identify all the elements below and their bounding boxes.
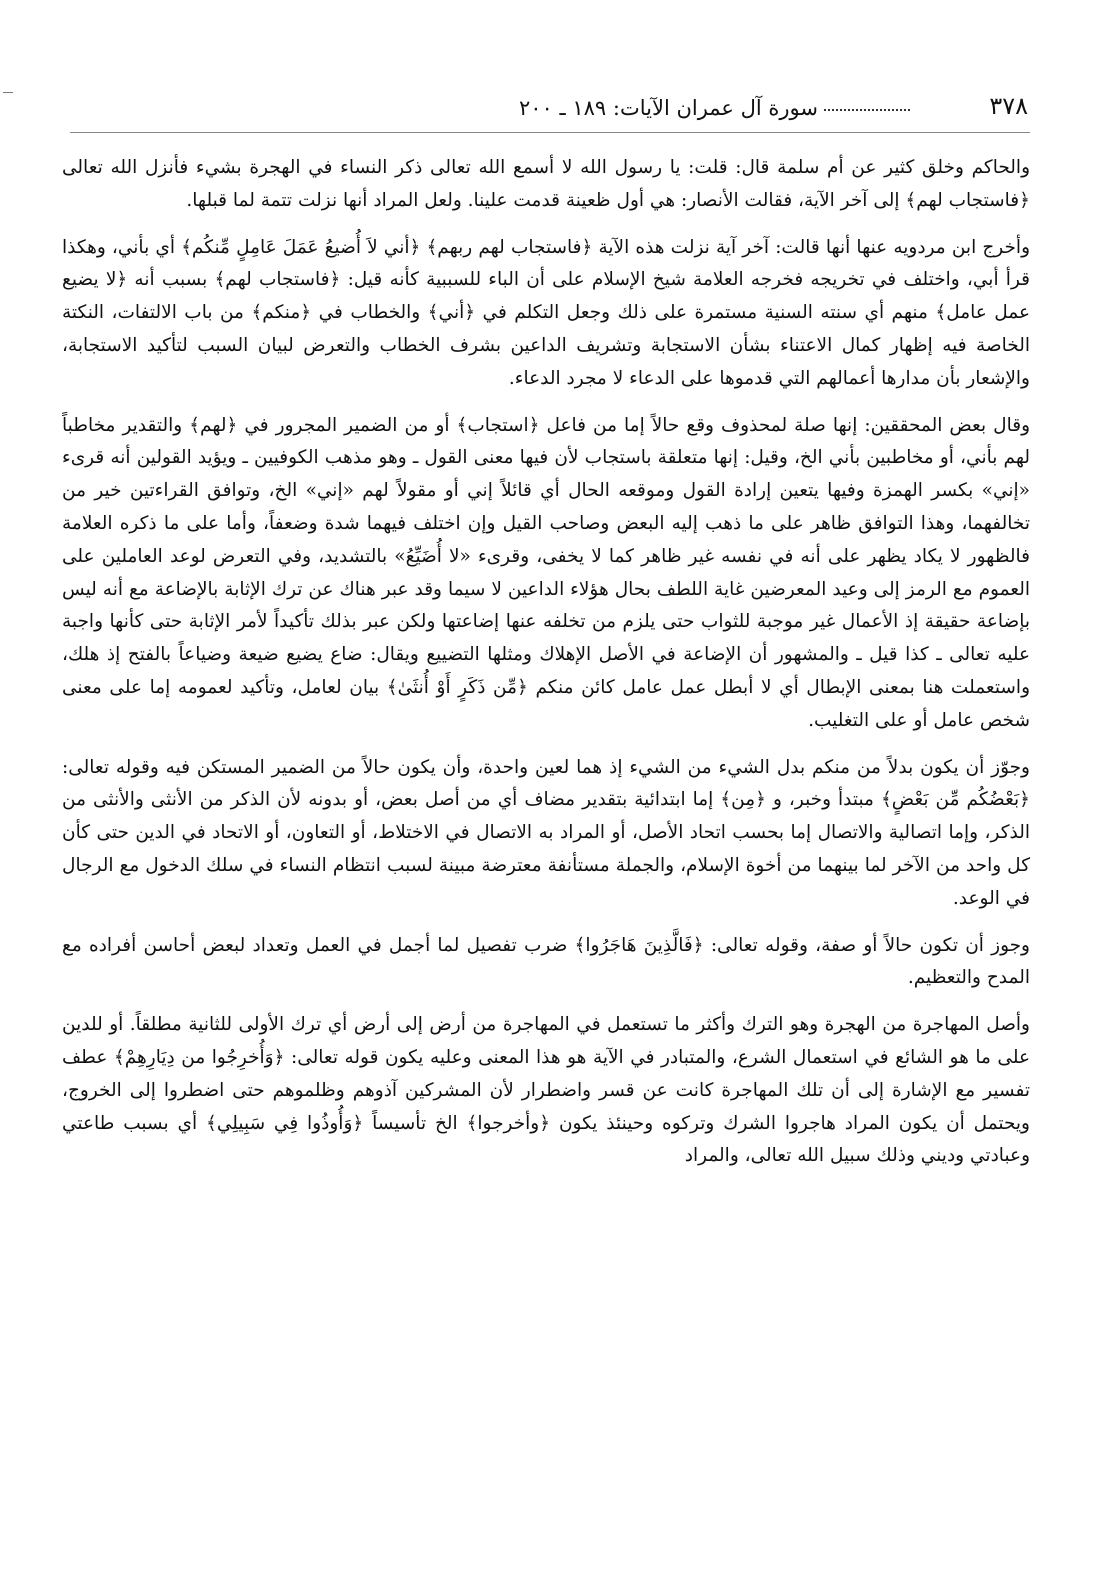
- paragraph: والحاكم وخلق كثير عن أم سلمة قال: قلت: يا رسول الله لا أسمع الله تعالى ذكر النساء في الهجرة بشيء فأنزل الله تعالى ﴿فاستجاب لهم﴾ إلى آخر الآية، فقالت الأنصار: هي أول ظعينة قدمت علينا. ولعل المراد أنها نزلت تتمة لما قبلها.: [62, 157, 1030, 211]
- page-body: [62, 152, 1030, 1173]
- paragraph: وقال بعض المحققين: إنها صلة لمحذوف وقع حالاً إما من فاعل ﴿استجاب﴾ أو من الضمير المجرور في ﴿لهم﴾ والتقدير مخاطباً لهم بأني، أو مخاطبين بأني الخ، وقيل: إنها متعلقة باستجاب لأن فيها معنى القول ـ وهو مذهب الكوفيين ـ ويؤيد القولين أنه قرىء «إني» بكسر الهمزة وفيها يتعين إرادة القول وموقعه الحال أي قائلاً إني أو مقولاً لهم «إني» الخ، وتوافق القراءتين خير من تخالفهما، وهذا التوافق ظاهر على ما ذهب إليه البعض وصاحب القيل وإن اختلف فيهما شدة وضعفاً، وأما على ما ذكره العلامة فالظهور لا يكاد يظهر على أنه في نفسه غير ظاهر كما لا يخفى، وقرىء «لا أُضَيِّعُ» بالتشديد، وفي التعرض لوعد العاملين على العموم مع الرمز إلى وعيد المعرضين غاية اللطف بحال هؤلاء الداعين لا سيما وقد عبر هناك عن ترك الإثابة بالإضاعة مع أنه ليس بإضاعة حقيقة إذ الأعمال غير موجبة للثواب حتى يلزم من تخلفه عنها إضاعتها ولكن عبر بذلك تأكيداً لأمر الإثابة حتى كأنها واجبة عليه تعالى ـ كذا قيل ـ والمشهور أن الإضاعة في الأصل الإهلاك ومثلها التضييع ويقال: ضاع يضيع ضيعة وضياعاً بالفتح إذ هلك، واستعملت هنا بمعنى الإبطال أي لا أبطل عمل عامل كائن منكم ﴿مِّن ذَكَرٍ أَوْ أُنثَىٰ﴾ بيان لعامل، وتأكيد لعمومه إما على معنى شخص عامل أو على التغليب.: [62, 414, 1030, 731]
- scan-edge-mark: [3, 92, 13, 93]
- running-title: [519, 96, 910, 120]
- page-number: ٣٧٨: [989, 92, 1028, 120]
- page-header: [70, 92, 1028, 132]
- running-title-text: سورة آل عمران الآيات: ١٨٩ ـ ٢٠٠: [519, 96, 818, 120]
- paragraph: وجوّز أن يكون بدلاً من منكم بدل الشيء من الشيء إذ هما لعين واحدة، وأن يكون حالاً من الضمير المستكن فيه وقوله تعالى: ﴿بَعْضُكُم مِّن بَعْضٍ﴾ مبتدأ وخبر، و ﴿مِن﴾ إما ابتدائية بتقدير مضاف أي من أصل بعض، أو بدونه لأن الذكر من الأنثى والأنثى من الذكر، وإما اتصالية والاتصال إما بحسب اتحاد الأصل، أو المراد به الاتصال في الاختلاط، أو التعاون، أو الاتحاد في الدين حتى كأن كل واحد من الآخر لما بينهما من أخوة الإسلام، والجملة مستأنفة معترضة مبينة لسبب انتظام النساء في سلك الدخول مع الرجال في الوعد.: [62, 756, 1030, 909]
- leader-dots: [824, 109, 910, 111]
- paragraph: وجوز أن تكون حالاً أو صفة، وقوله تعالى: ﴿فَالَّذِينَ هَاجَرُوا﴾ ضرب تفصيل لما أجمل في العمل وتعداد لبعض أحاسن أفراده مع المدح والتعظيم.: [62, 934, 1030, 989]
- header-rule: [70, 132, 1030, 133]
- paragraph: وأخرج ابن مردويه عنها أنها قالت: آخر آية نزلت هذه الآية ﴿فاستجاب لهم ربهم﴾ ﴿أني لاَ أُضيعُ عَمَلَ عَامِلٍ مِّنكُم﴾ أي بأني، وهكذا قرأ أبي، واختلف في تخريجه فخرجه العلامة شيخ الإسلام على أن الباء للسببية كأنه قيل: ﴿فاستجاب لهم﴾ بسبب أنه ﴿لا يضيع عمل عامل﴾ منهم أي سنته السنية مستمرة على ذلك وجعل التكلم في ﴿أني﴾ والخطاب في ﴿منكم﴾ من باب الالتفات، النكتة الخاصة فيه إظهار كمال الاعتناء بشأن الاستجابة وتشريف الداعين بشرف الخطاب والتعرض لبيان السبب لتأكيد الاستجابة، والإشعار بأن مدارها أعمالهم التي قدموها على الدعاء لا مجرد الدعاء.: [62, 236, 1030, 389]
- paragraph: وأصل المهاجرة من الهجرة وهو الترك وأكثر ما تستعمل في المهاجرة من أرض إلى أرض أي ترك الأولى للثانية مطلقاً. أو للدين على ما هو الشائع في استعمال الشرع، والمتبادر في الآية هو هذا المعنى وعليه يكون قوله تعالى: ﴿وَأُخرِجُوا من دِيَارِهِمْ﴾ عطف تفسير مع الإشارة إلى أن تلك المهاجرة كانت عن قسر واضطرار لأن المشركين آذوهم وظلموهم حتى اضطروا إلى الخروج، ويحتمل أن يكون المراد هاجروا الشرك وتركوه وحينئذ يكون ﴿وأخرجوا﴾ الخ تأسيساً ﴿وَأُوذُوا فِي سَبِيلِي﴾ أي بسبب طاعتي وعبادتي وديني وذلك سبيل الله تعالى، والمراد: [62, 1014, 1030, 1167]
